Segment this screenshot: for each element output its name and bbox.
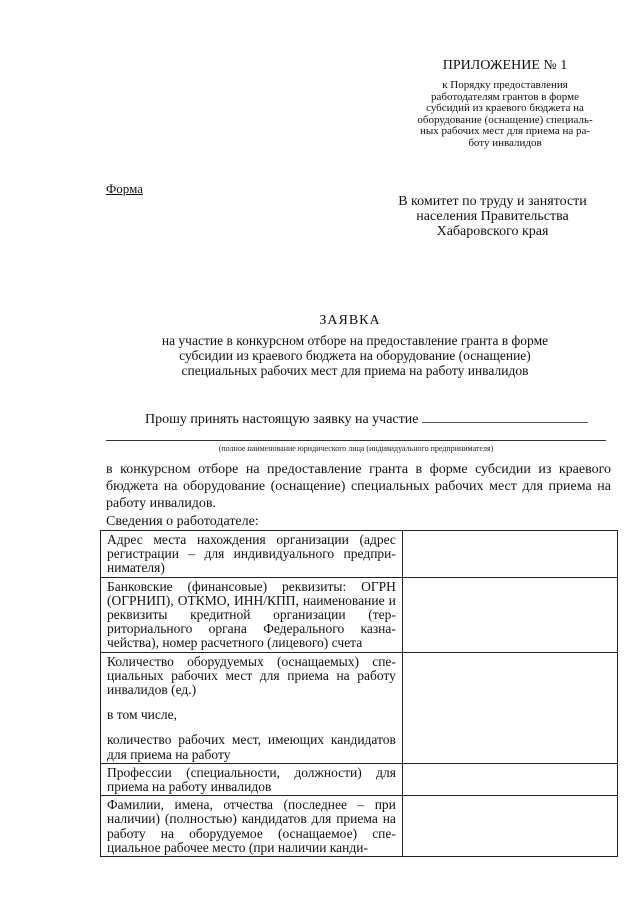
document-subtitle-line: субсидии из краевого бюджета на оборудование (оснащение) [179,348,531,363]
form-label: Форма [106,181,143,196]
row-label-address: Адрес места нахождения организации (адрес регистрации – для индивидуального предпринимателя) [101,531,403,578]
appendix-subtitle-line: оборудование (оснащение) специаль- [417,113,593,126]
row-label-bank-details: Банковские (финансовые) реквизиты: ОГРН (ОГРНИП), ОТКМО, ИНН/КПП, наименование и реквизиты кредитной организации (территориального органа Федерального казначейства), номер расчетного (лицевого) счета [101,577,403,652]
employer-info-table [100,530,618,857]
table-row [101,763,618,795]
workplaces-including: в том числе, [107,707,177,723]
applicant-name-hint: (полное наименование юридического лица (индивидуального предпринимателя) [218,444,494,453]
row-label-candidates: Фамилии, имена, отчества (последнее – при наличии) (полностью) кандидатов для приема на работу на оборудуемое (оснащаемое) специальное рабочее место (при наличии канди- [101,796,403,857]
document-title: ЗАЯВКА [319,313,381,328]
document-subtitle-line: на участие в конкурсном отборе на предоставление гранта в форме [161,333,549,348]
row-value-candidates[interactable] [402,796,617,857]
row-value-workplaces[interactable] [402,652,617,763]
body-paragraph: в конкурсном отборе на предоставление гранта в форме субсидии из краевого бюджета на оборудование (оснащение) специальных рабочих мест для приема на работу инвалидов. [106,462,611,511]
appendix-subtitle-line: работодателям грантов в форме [431,90,579,103]
document-subtitle-line: специальных рабочих мест для приема на работу инвалидов [181,363,529,378]
table-row [101,531,618,578]
appendix-subtitle-line: ных рабочих мест для приема на ра- [419,125,591,137]
row-value-address[interactable] [402,531,617,578]
table-row [101,796,618,857]
row-value-professions[interactable] [402,763,617,795]
appendix-title: ПРИЛОЖЕНИЕ № 1 [442,58,568,73]
row-label-professions: Профессии (специальности, должности) для приема на работу инвалидов [101,763,403,795]
workplaces-with-candidates: количество рабочих мест, имеющих кандидатов для приема на работу [107,732,396,762]
addressee-line: В комитет по труду и занятости [398,194,587,209]
appendix-subtitle-line: боту инвалидов [468,136,542,149]
appendix-subtitle-line: субсидий из краевого бюджета на [426,102,584,114]
employer-caption: Сведения о работодателе: [106,514,259,529]
table-row [101,652,618,763]
workplaces-text: Количество оборудуемых (оснащаемых) специальных рабочих мест для приема на работу инвалидов (ед.) [107,653,396,698]
addressee-line: Хабаровского края [436,224,549,239]
row-value-bank-details[interactable] [402,577,617,652]
appendix-subtitle-line: к Порядку предоставления [442,79,568,91]
addressee-line: населения Правительства [416,209,569,224]
request-text: Прошу принять настоящую заявку на участие [145,412,419,427]
table-row [101,577,618,652]
row-label-workplaces [101,652,403,763]
